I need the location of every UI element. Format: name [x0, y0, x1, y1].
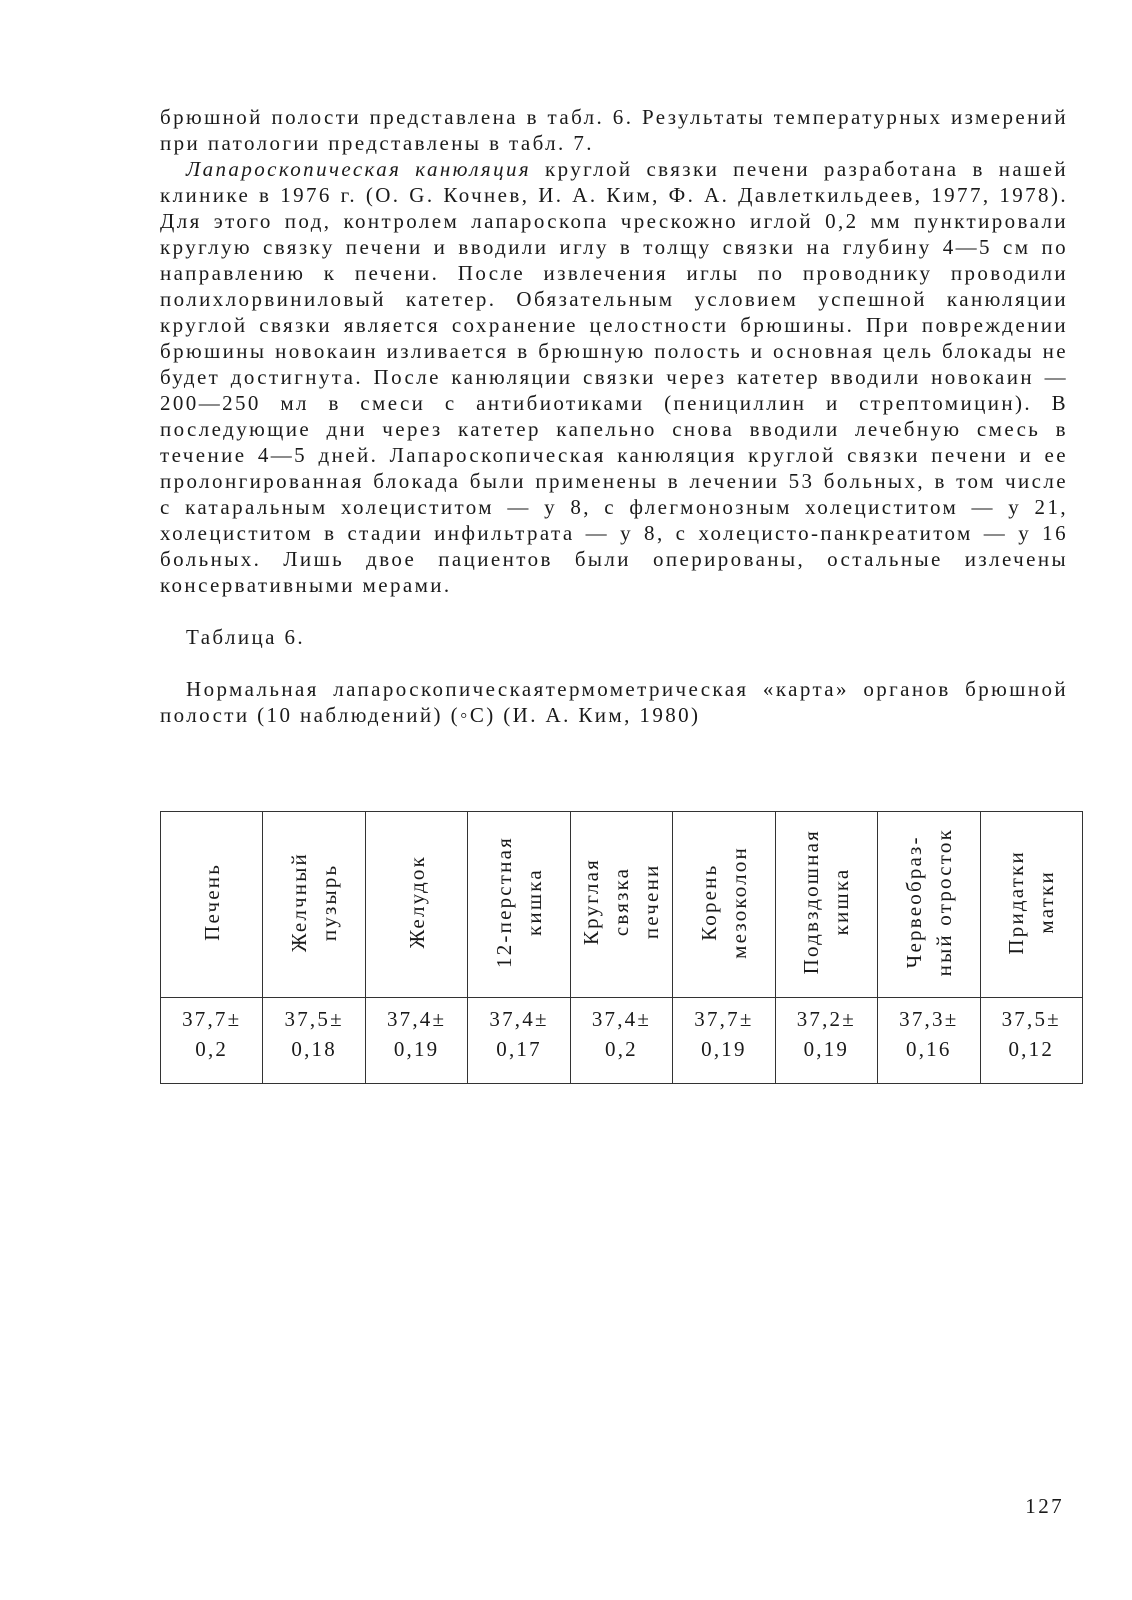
header-round-ligament: Круглая связка печени	[579, 858, 664, 946]
table-caption: Нормальная лапароскопическаятермометрическая «карта» органов брюшной полости (10 наблюдений) (◦С) (И. А. Ким, 1980)	[160, 677, 1068, 727]
header-ileum: Подвздошная кишка	[799, 829, 854, 975]
table-cell-appendix: 37,3± 0,16	[878, 998, 980, 1084]
table-header-cell	[980, 812, 1083, 998]
table-header-cell	[161, 812, 263, 998]
table-cell-mesocolon-root: 37,7± 0,19	[673, 998, 775, 1084]
paragraph-1: брюшной полости представлена в табл. 6. Результаты температурных измерений при патологии представлены в табл. 7.	[160, 105, 1068, 155]
table-header-cell	[775, 812, 877, 998]
paragraph-2-text: круглой связки печени разработана в нашей клинике в 1976 г. (О. G. Кочнев, И. А. Ким, Ф. А. Давлеткильдеев, 1977, 1978). Для этого под, контролем лапароскопа чрескожно иглой 0,2 мм пунктировали круглую связку печени и вводили иглу в толщу связки на глубину 4—5 см по направлению к печени. После извлечения иглы по проводнику проводили полихлорвиниловый катетер. Обязательным условием успешной канюляции круглой связки является сохранение целостности брюшины. При повреждении брюшины новокаин изливается в брюшную полость и основная цель блокады не будет достигнута. После канюляции связки через катетер вводили новокаин — 200—250 мл в смеси с антибиотиками (пенициллин и стрептомицин). В последующие дни через катетер капельно снова вводили лечебную смесь в течение 4—5 дней. Лапароскопическая канюляция круглой связки печени и ее пролонгированная блокада были применены в лечении 53 больных, в том числе с катаральным холециститом — у 8, с флегмонозным холециститом — у 21, холециститом в стадии инфильтрата — у 8, с холецисто-панкреатитом — у 16 больных. Лишь двое пациентов были оперированы, остальные излечены консервативными мерами.	[160, 157, 1068, 597]
page-content	[160, 104, 1068, 728]
table-cell-liver: 37,7± 0,2	[161, 998, 263, 1084]
table-cell-duodenum: 37,4± 0,17	[468, 998, 570, 1084]
header-duodenum: 12-перстная кишка	[492, 836, 547, 968]
page-number: 127	[1025, 1494, 1064, 1518]
table-row	[161, 998, 1083, 1084]
table-header-cell	[263, 812, 365, 998]
header-liver: Печень	[199, 863, 224, 941]
table-header-cell	[468, 812, 570, 998]
header-gallbladder: Желчный пузырь	[287, 851, 342, 953]
table-header-cell	[570, 812, 672, 998]
table-cell-round-ligament: 37,4± 0,2	[570, 998, 672, 1084]
italic-term: Лапароскопическая канюляция	[186, 157, 532, 181]
table-cell-ileum: 37,2± 0,19	[775, 998, 877, 1084]
header-mesocolon-root: Корень мезоколон	[696, 845, 751, 959]
table-cell-uterine-adnexa: 37,5± 0,12	[980, 998, 1083, 1084]
table-cell-gallbladder: 37,5± 0,18	[263, 998, 365, 1084]
table-label: Таблица 6.	[186, 625, 306, 649]
table-cell-stomach: 37,4± 0,19	[365, 998, 467, 1084]
temperature-table	[160, 811, 1083, 1084]
header-appendix: Червеобраз- ный отросток	[901, 827, 956, 977]
table-header-cell	[673, 812, 775, 998]
paragraph-2	[160, 156, 1068, 598]
header-stomach: Желудок	[404, 855, 429, 949]
table-header-cell	[365, 812, 467, 998]
header-uterine-adnexa: Придатки матки	[1004, 849, 1059, 955]
table-header-cell	[878, 812, 980, 998]
table-header-row	[161, 812, 1083, 998]
